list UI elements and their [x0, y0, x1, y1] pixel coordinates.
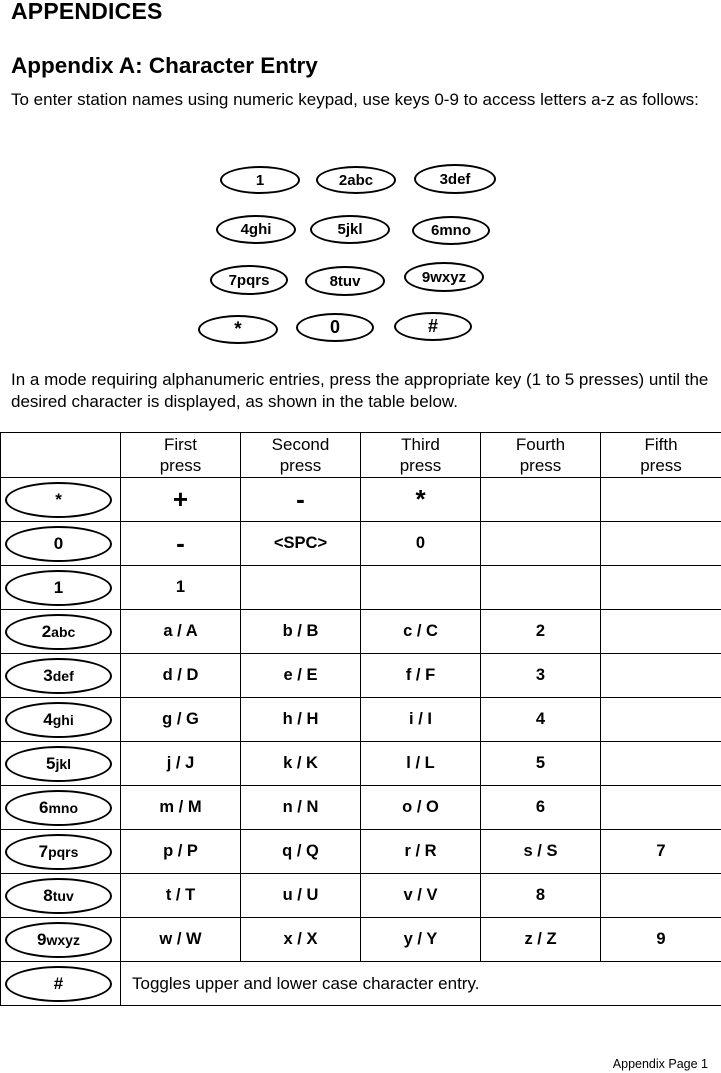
character-entry-table	[0, 432, 721, 1006]
key-badge: 5 jkl	[5, 746, 112, 782]
keypad-key-star: *	[198, 315, 278, 344]
key-cell	[1, 478, 121, 522]
table-row	[1, 566, 721, 610]
header-fourth-press: Fourth press	[481, 433, 601, 478]
keypad-key-3: 3 def	[414, 164, 496, 194]
press-cell: <SPC>	[241, 522, 361, 566]
press-cell	[601, 522, 721, 566]
keypad-key-1: 1	[220, 166, 300, 194]
keypad-key-6: 6 mno	[412, 216, 490, 245]
table-row	[1, 830, 721, 874]
press-cell: w / W	[121, 918, 241, 962]
press-cell: 5	[481, 742, 601, 786]
table-row	[1, 918, 721, 962]
key-cell	[1, 698, 121, 742]
press-cell: 0	[361, 522, 481, 566]
press-cell: n / N	[241, 786, 361, 830]
press-cell	[241, 566, 361, 610]
press-cell: c / C	[361, 610, 481, 654]
keypad-key-2: 2 abc	[316, 166, 396, 194]
key-badge: 6 mno	[5, 790, 112, 826]
press-cell	[481, 522, 601, 566]
key-cell	[1, 566, 121, 610]
key-badge: *	[5, 482, 112, 518]
instruction-text: In a mode requiring alphanumeric entries, press the appropriate key (1 to 5 presses) until the desired character is displayed, as shown in the table below.	[11, 370, 709, 411]
keypad-key-hash: #	[394, 312, 472, 341]
press-cell: s / S	[481, 830, 601, 874]
press-cell: f / F	[361, 654, 481, 698]
key-badge: 0	[5, 526, 112, 562]
press-cell: l / L	[361, 742, 481, 786]
table-row	[1, 874, 721, 918]
appendix-title: Appendix A: Character Entry	[11, 53, 318, 78]
press-cell	[361, 566, 481, 610]
header-third-press: Third press	[361, 433, 481, 478]
key-cell	[1, 522, 121, 566]
press-cell: x / X	[241, 918, 361, 962]
press-cell: t / T	[121, 874, 241, 918]
key-cell	[1, 830, 121, 874]
press-cell	[601, 654, 721, 698]
table-row	[1, 786, 721, 830]
press-cell: y / Y	[361, 918, 481, 962]
press-cell: e / E	[241, 654, 361, 698]
press-cell: 7	[601, 830, 721, 874]
key-badge: 1	[5, 570, 112, 606]
key-badge: 3 def	[5, 658, 112, 694]
page-footer: Appendix Page 1	[612, 1057, 708, 1071]
table-row-hash	[1, 962, 721, 1006]
table-row	[1, 742, 721, 786]
header-second-press: Second press	[241, 433, 361, 478]
press-cell: +	[121, 478, 241, 522]
header-first-press: First press	[121, 433, 241, 478]
press-cell: 8	[481, 874, 601, 918]
table-row	[1, 478, 721, 522]
press-cell	[601, 610, 721, 654]
press-cell	[481, 478, 601, 522]
press-cell	[601, 874, 721, 918]
press-cell: d / D	[121, 654, 241, 698]
key-cell	[1, 610, 121, 654]
press-cell: r / R	[361, 830, 481, 874]
press-cell	[601, 698, 721, 742]
keypad-key-4: 4 ghi	[216, 215, 296, 244]
keypad-key-7: 7 pqrs	[210, 265, 288, 295]
press-cell: 2	[481, 610, 601, 654]
press-cell: 3	[481, 654, 601, 698]
table-row	[1, 610, 721, 654]
key-badge: 4 ghi	[5, 702, 112, 738]
press-cell: -	[121, 522, 241, 566]
press-cell	[601, 478, 721, 522]
intro-text: To enter station names using numeric keypad, use keys 0-9 to access letters a-z as follows:	[11, 90, 699, 109]
key-badge: 7 pqrs	[5, 834, 112, 870]
key-badge: 2 abc	[5, 614, 112, 650]
key-badge: 9 wxyz	[5, 922, 112, 958]
press-cell: m / M	[121, 786, 241, 830]
key-cell	[1, 918, 121, 962]
press-cell: 1	[121, 566, 241, 610]
toggle-case-description: Toggles upper and lower case character entry.	[121, 962, 721, 1006]
press-cell: g / G	[121, 698, 241, 742]
press-cell: k / K	[241, 742, 361, 786]
press-cell	[601, 566, 721, 610]
page-heading: APPENDICES	[11, 0, 163, 24]
press-cell: j / J	[121, 742, 241, 786]
press-cell: i / I	[361, 698, 481, 742]
keypad-key-9: 9 wxyz	[404, 262, 484, 292]
keypad-key-8: 8 tuv	[305, 266, 385, 296]
press-cell: 9	[601, 918, 721, 962]
press-cell	[601, 786, 721, 830]
press-cell: q / Q	[241, 830, 361, 874]
press-cell	[481, 566, 601, 610]
press-cell	[601, 742, 721, 786]
key-cell	[1, 962, 121, 1006]
press-cell: -	[241, 478, 361, 522]
press-cell: *	[361, 478, 481, 522]
press-cell: b / B	[241, 610, 361, 654]
table-header-row	[1, 433, 721, 478]
press-cell: o / O	[361, 786, 481, 830]
press-cell: u / U	[241, 874, 361, 918]
press-cell: h / H	[241, 698, 361, 742]
key-cell	[1, 874, 121, 918]
header-fifth-press: Fifth press	[601, 433, 721, 478]
table-row	[1, 522, 721, 566]
press-cell: v / V	[361, 874, 481, 918]
key-cell	[1, 654, 121, 698]
table-row	[1, 698, 721, 742]
press-cell: 4	[481, 698, 601, 742]
key-cell	[1, 786, 121, 830]
press-cell: a / A	[121, 610, 241, 654]
press-cell: z / Z	[481, 918, 601, 962]
header-key	[1, 433, 121, 478]
press-cell: p / P	[121, 830, 241, 874]
keypad-key-5: 5 jkl	[310, 215, 390, 244]
key-cell	[1, 742, 121, 786]
table-row	[1, 654, 721, 698]
key-badge: 8 tuv	[5, 878, 112, 914]
keypad-key-0: 0	[296, 313, 374, 342]
key-hash-badge: #	[5, 966, 112, 1002]
press-cell: 6	[481, 786, 601, 830]
